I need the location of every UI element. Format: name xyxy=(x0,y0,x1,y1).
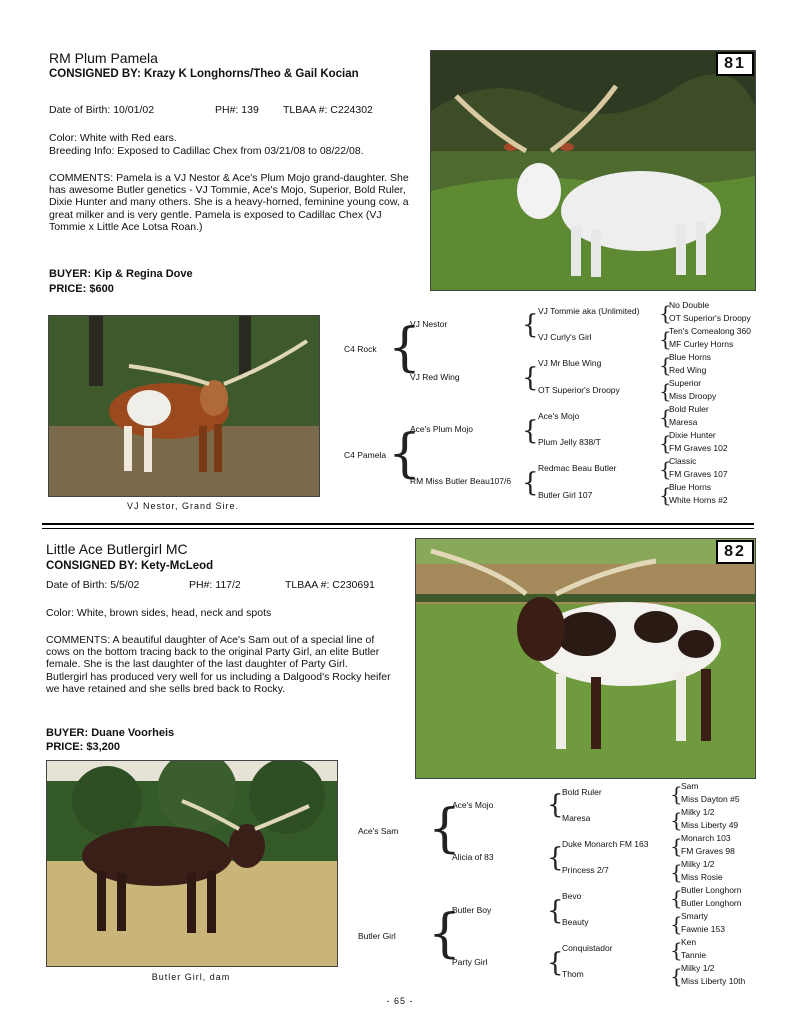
ped-g1: C4 Rock xyxy=(344,344,377,354)
ped-g4: MF Curley Horns xyxy=(669,339,734,349)
lot82-ph: PH#: 117/2 xyxy=(189,579,241,591)
lot82-comments: COMMENTS: A beautiful daughter of Ace's Sam out of a special line of cows on the bottom tracing back to the original Party Girl, an elite Butler female. She is the last daughter of the last daughter of Party Girl. Butlergirl has produced very well for us including a Dalgood's Rocky heifer we have retained and she sells bred back to Rocky. xyxy=(46,634,391,695)
ped-g4: Bold Ruler xyxy=(669,404,709,414)
bracket-icon: { xyxy=(388,318,422,378)
ped-g4: Blue Horns xyxy=(669,482,712,492)
section-divider xyxy=(42,528,754,529)
ped-g2: VJ Nestor xyxy=(410,319,448,329)
ped-g4: Milky 1/2 xyxy=(681,807,715,817)
lot81-comments: COMMENTS: Pamela is a VJ Nestor & Ace's Plum Mojo grand-daughter. She has awesome Butler genetics - VJ Tommie, Ace's Mojo, Superior, Bold Ruler, Dixie Hunter and many others. She is a heavy-horned, feminine young cow, a great milker and is very gentle. Pamela is exposed to Cadillac Chex (VJ Tommie x Little Ace Lotsa Roan.) xyxy=(49,172,409,233)
ped-g3: Maresa xyxy=(562,813,591,823)
ped-g3: Duke Monarch FM 163 xyxy=(562,839,649,849)
lot81-name: RM Plum Pamela xyxy=(49,50,158,66)
ped-g4: Tannie xyxy=(681,950,707,960)
ped-g4: Ten's Comealong 360 xyxy=(669,326,751,336)
page-number: - 65 - xyxy=(386,996,414,1006)
bracket-icon: { xyxy=(659,405,672,429)
ped-g3: Bevo xyxy=(562,891,582,901)
lot81-photo-caption: VJ Nestor, Grand Sire. xyxy=(126,501,240,511)
ped-g4: Miss Liberty 49 xyxy=(681,820,739,830)
ped-g4: Miss Dayton #5 xyxy=(681,794,740,804)
ped-g1: Butler Girl xyxy=(358,931,396,941)
ped-g3: OT Superior's Droopy xyxy=(538,385,620,395)
ped-g3: Thom xyxy=(562,969,584,979)
ped-g2: VJ Red Wing xyxy=(410,372,460,382)
ped-g4: Smarty xyxy=(681,911,708,921)
bracket-icon: { xyxy=(522,416,539,446)
bracket-icon: { xyxy=(670,964,683,988)
bracket-icon: { xyxy=(659,457,672,481)
ped-g3: Princess 2/7 xyxy=(562,865,609,875)
bracket-icon: { xyxy=(659,431,672,455)
ped-g4: Monarch 103 xyxy=(681,833,731,843)
bracket-icon: { xyxy=(547,948,564,978)
ped-g4: FM Graves 102 xyxy=(669,443,728,453)
ped-g2: Ace's Plum Mojo xyxy=(410,424,474,434)
ped-g4: Miss Liberty 10th xyxy=(681,976,746,986)
bracket-icon: { xyxy=(547,896,564,926)
lot82-cow-photo xyxy=(415,538,756,779)
ped-g4: Fawnie 153 xyxy=(681,924,725,934)
bracket-icon: { xyxy=(659,327,672,351)
bracket-icon: { xyxy=(659,353,672,377)
ped-g3: Plum Jelly 838/T xyxy=(538,437,601,447)
ped-g2: Ace's Mojo xyxy=(452,800,494,810)
ped-g3: VJ Tommie aka (Unlimited) xyxy=(538,306,640,316)
bracket-icon: { xyxy=(522,363,539,393)
ped-g4: FM Graves 98 xyxy=(681,846,735,856)
bracket-icon: { xyxy=(522,310,539,340)
bracket-icon: { xyxy=(659,301,672,325)
lot81-price: PRICE: $600 xyxy=(49,283,114,295)
ped-g4: Classic xyxy=(669,456,697,466)
lot81-buyer: BUYER: Kip & Regina Dove xyxy=(49,268,193,280)
lot82-name: Little Ace Butlergirl MC xyxy=(46,541,188,557)
ped-g4: Miss Rosie xyxy=(681,872,723,882)
lot81-dob: Date of Birth: 10/01/02 xyxy=(49,104,155,116)
ped-g4: OT Superior's Droopy xyxy=(669,313,751,323)
bracket-icon: { xyxy=(670,782,683,806)
lot82-tlbaa: TLBAA #: C230691 xyxy=(285,579,375,591)
lot81-tlbaa: TLBAA #: C224302 xyxy=(283,104,373,116)
bracket-icon: { xyxy=(659,379,672,403)
ped-g4: Red Wing xyxy=(669,365,707,375)
ped-g3: Bold Ruler xyxy=(562,787,602,797)
bracket-icon: { xyxy=(670,886,683,910)
bracket-icon: { xyxy=(670,834,683,858)
lot82-photo-caption: Butler Girl, dam xyxy=(151,972,231,982)
ped-g4: Miss Droopy xyxy=(669,391,717,401)
ped-g4: Sam xyxy=(681,781,699,791)
ped-g4: Milky 1/2 xyxy=(681,963,715,973)
bracket-icon: { xyxy=(670,808,683,832)
ped-g4: Butler Longhorn xyxy=(681,885,742,895)
ped-g4: No Double xyxy=(669,300,710,310)
bracket-icon: { xyxy=(388,424,422,484)
ped-g3: VJ Mr Blue Wing xyxy=(538,358,602,368)
lot81-color: Color: White with Red ears. xyxy=(49,132,177,144)
bracket-icon: { xyxy=(428,799,462,859)
lot82-number: 82 xyxy=(716,540,754,564)
bracket-icon: { xyxy=(659,483,672,507)
ped-g4: Butler Longhorn xyxy=(681,898,742,908)
bracket-icon: { xyxy=(670,860,683,884)
lot81-breeding: Breeding Info: Exposed to Cadillac Chex from 03/21/08 to 08/22/08. xyxy=(49,145,364,157)
lot82-price: PRICE: $3,200 xyxy=(46,741,120,753)
ped-g4: Milky 1/2 xyxy=(681,859,715,869)
bracket-icon: { xyxy=(670,938,683,962)
section-divider xyxy=(42,523,754,525)
lot81-sire-photo xyxy=(48,315,320,497)
ped-g4: Maresa xyxy=(669,417,698,427)
ped-g4: Superior xyxy=(669,378,702,388)
bracket-icon: { xyxy=(547,790,564,820)
bracket-icon: { xyxy=(522,468,539,498)
bracket-icon: { xyxy=(428,904,462,964)
ped-g3: Beauty xyxy=(562,917,589,927)
ped-g3: VJ Curly's Girl xyxy=(538,332,592,342)
ped-g2: Alicia of 83 xyxy=(452,852,494,862)
bracket-icon: { xyxy=(547,843,564,873)
lot81-cow-photo xyxy=(430,50,756,291)
lot81-number: 81 xyxy=(716,52,754,76)
ped-g2: Butler Boy xyxy=(452,905,492,915)
lot82-color: Color: White, brown sides, head, neck and spots xyxy=(46,607,272,619)
lot82-dob: Date of Birth: 5/5/02 xyxy=(46,579,140,591)
ped-g3: Conquistador xyxy=(562,943,613,953)
lot82-buyer: BUYER: Duane Voorheis xyxy=(46,727,175,739)
lot81-ph: PH#: 139 xyxy=(215,104,259,116)
ped-g2: RM Miss Butler Beau107/6 xyxy=(410,476,512,486)
ped-g4: Ken xyxy=(681,937,697,947)
lot81-consigned: CONSIGNED BY: Krazy K Longhorns/Theo & Gail Kocian xyxy=(49,68,359,80)
ped-g1: C4 Pamela xyxy=(344,450,387,460)
ped-g3: Butler Girl 107 xyxy=(538,490,593,500)
lot82-consigned: CONSIGNED BY: Kety-McLeod xyxy=(46,560,214,572)
ped-g4: Dixie Hunter xyxy=(669,430,716,440)
bracket-icon: { xyxy=(670,912,683,936)
ped-g1: Ace's Sam xyxy=(358,826,399,836)
ped-g3: Redmac Beau Butler xyxy=(538,463,617,473)
ped-g2: Party Girl xyxy=(452,957,488,967)
ped-g4: White Horns #2 xyxy=(669,495,728,505)
ped-g4: Blue Horns xyxy=(669,352,712,362)
ped-g3: Ace's Mojo xyxy=(538,411,580,421)
ped-g4: FM Graves 107 xyxy=(669,469,728,479)
lot82-dam-photo xyxy=(46,760,338,967)
